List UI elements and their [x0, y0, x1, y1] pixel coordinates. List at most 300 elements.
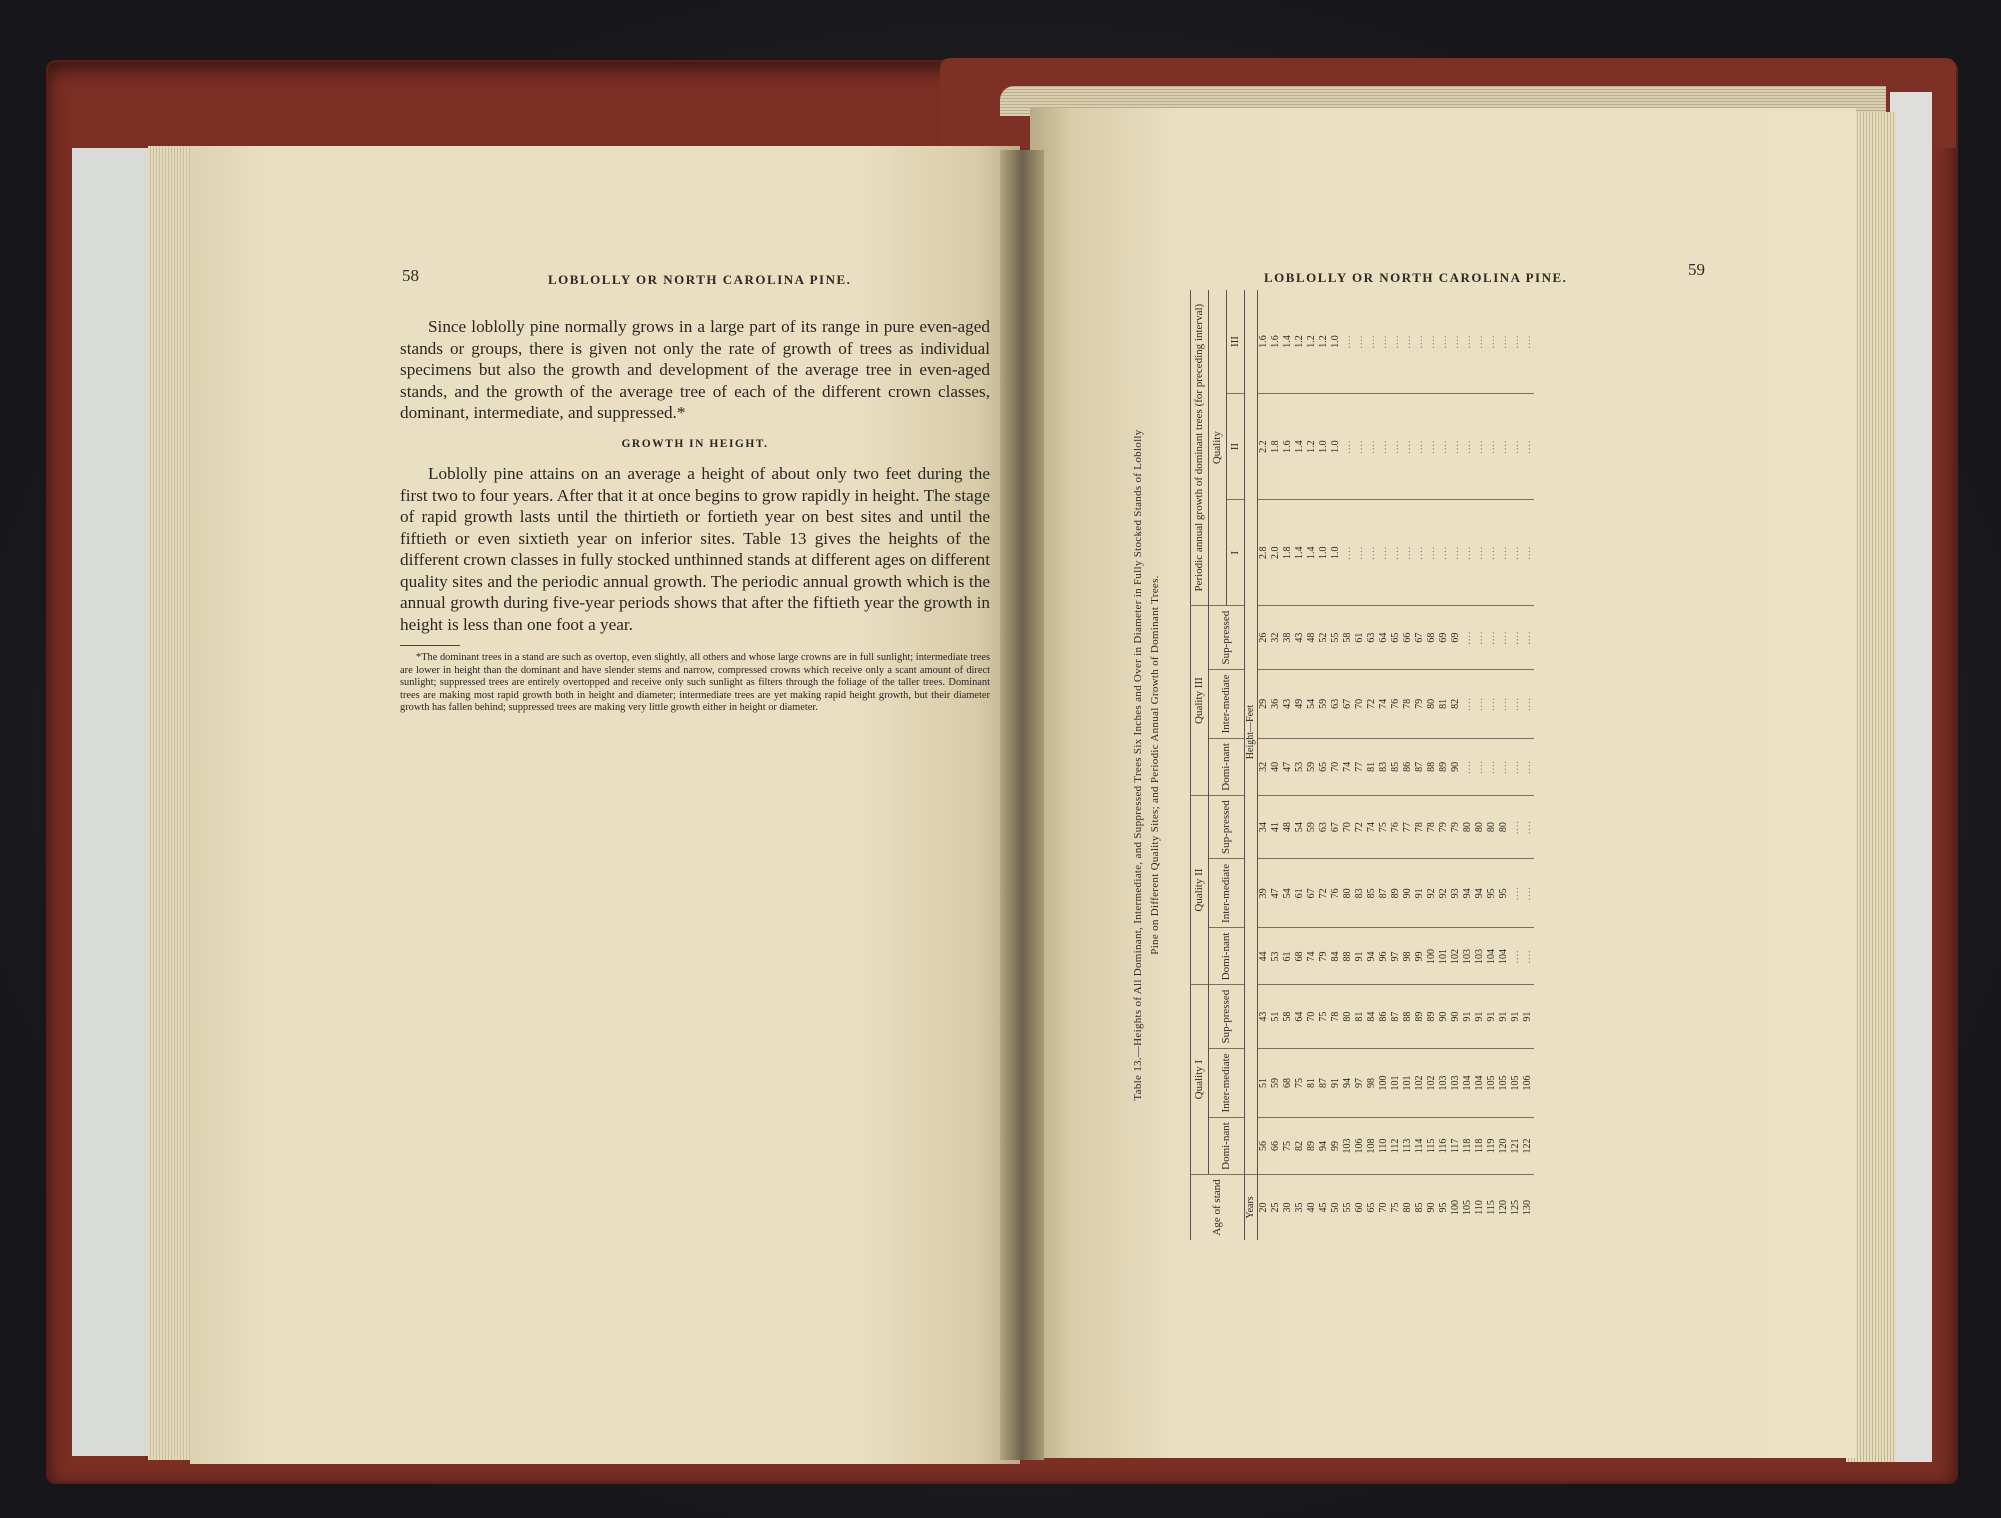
- cell-q3-sup: 38: [1282, 606, 1294, 669]
- cell-age: 90: [1426, 1174, 1438, 1240]
- cell-q3-int: ....: [1474, 669, 1486, 738]
- cell-pg-III: ....: [1342, 334, 1353, 349]
- table-row: [1306, 290, 1318, 1240]
- cell-q1-int: 81: [1306, 1048, 1318, 1117]
- cell-q3-dom: 32: [1258, 738, 1271, 795]
- cell-pg-I: ....: [1390, 500, 1402, 606]
- cell-pg-I: ....: [1378, 500, 1390, 606]
- cell-pg-III: 1.2: [1306, 335, 1317, 348]
- cell-q3-int: 29: [1258, 669, 1271, 738]
- cell-q2-int: 89: [1390, 859, 1402, 928]
- cell-pg-II: ....: [1366, 394, 1378, 500]
- cell-q1-dom: 118: [1462, 1118, 1474, 1175]
- cell-q3-dom: 47: [1282, 738, 1294, 795]
- cell-pg-I: 1.0: [1318, 500, 1330, 606]
- table-row: [1390, 290, 1402, 1240]
- cell-q3-sup: 26: [1258, 606, 1271, 669]
- cell-q2-sup: 78: [1426, 795, 1438, 858]
- cell-q2-dom: 74: [1306, 928, 1318, 985]
- cell-q1-sup: 84: [1366, 985, 1378, 1048]
- table-body: [1258, 290, 1535, 1240]
- table-caption-line-2: Pine on Different Quality Sites; and Periodic Annual Growth of Dominant Trees.: [1149, 575, 1161, 955]
- cell-q1-int: 105: [1498, 1048, 1510, 1117]
- cell-q1-dom: 110: [1378, 1118, 1390, 1175]
- cell-pg-III: ....: [1462, 334, 1473, 349]
- cell-q2-int: 91: [1414, 859, 1426, 928]
- header-quality-1: Quality I: [1191, 985, 1209, 1175]
- cell-q3-dom: 90: [1450, 738, 1462, 795]
- cell-q3-sup: 58: [1342, 606, 1354, 669]
- cell-q2-int: 54: [1282, 859, 1294, 928]
- cell-q3-int: 78: [1402, 669, 1414, 738]
- cell-q1-sup: 78: [1330, 985, 1342, 1048]
- cell-q1-sup: 51: [1270, 985, 1282, 1048]
- table-row: [1282, 290, 1294, 1240]
- table-row: [1378, 290, 1390, 1240]
- cell-q2-dom: 79: [1318, 928, 1330, 985]
- cell-q1-sup: 89: [1414, 985, 1426, 1048]
- cell-q1-dom: 117: [1450, 1118, 1462, 1175]
- left-page-edges: [148, 146, 196, 1460]
- cell-q3-dom: ....: [1462, 738, 1474, 795]
- height-table: [1190, 290, 1534, 1240]
- cell-pg-I: 2.8: [1258, 500, 1271, 606]
- cell-q3-sup: 61: [1354, 606, 1366, 669]
- cell-pg-II: ....: [1510, 394, 1522, 500]
- cell-age: 95: [1438, 1174, 1450, 1240]
- cell-q2-dom: 88: [1342, 928, 1354, 985]
- cell-pg-I: 1.4: [1306, 500, 1318, 606]
- cell-q1-int: 97: [1354, 1048, 1366, 1117]
- cell-q1-dom: 108: [1366, 1118, 1378, 1175]
- cell-q2-int: 87: [1378, 859, 1390, 928]
- header-growth-I: I: [1227, 500, 1245, 606]
- cell-q2-int: 72: [1318, 859, 1330, 928]
- cell-pg-III: ....: [1390, 334, 1401, 349]
- cell-pg-II: ....: [1438, 394, 1450, 500]
- table-row: [1318, 290, 1330, 1240]
- cell-q1-int: 101: [1402, 1048, 1414, 1117]
- cell-pg-I: ....: [1438, 500, 1450, 606]
- table-row: [1510, 290, 1522, 1240]
- cell-q1-dom: 103: [1342, 1118, 1354, 1175]
- cell-q2-sup: 48: [1282, 795, 1294, 858]
- table-row: [1270, 290, 1282, 1240]
- cell-q3-dom: 53: [1294, 738, 1306, 795]
- header-q2-intermediate: Inter-mediate: [1209, 859, 1245, 928]
- cell-pg-III: ....: [1366, 334, 1377, 349]
- book-gutter: [1000, 150, 1044, 1460]
- cell-q1-dom: 114: [1414, 1118, 1426, 1175]
- cell-q1-dom: 94: [1318, 1118, 1330, 1175]
- cell-q3-dom: ....: [1498, 738, 1510, 795]
- table-caption-line-1: Table 13.—Heights of All Dominant, Intermediate, and Suppressed Trees Six Inches and Over in Diameter in Fully Stocked Stands of Loblolly: [1132, 429, 1144, 1101]
- cell-q2-dom: 100: [1426, 928, 1438, 985]
- cell-q2-sup: 34: [1258, 795, 1271, 858]
- cell-pg-II: ....: [1402, 394, 1414, 500]
- cell-q3-dom: 74: [1342, 738, 1354, 795]
- cell-q1-sup: 43: [1258, 985, 1271, 1048]
- cell-q2-dom: 104: [1498, 928, 1510, 985]
- cell-q3-sup: 63: [1366, 606, 1378, 669]
- cell-q3-int: 74: [1378, 669, 1390, 738]
- cell-pg-I: ....: [1354, 500, 1366, 606]
- rotated-table-block: [1130, 290, 1720, 1240]
- cell-q3-dom: ....: [1522, 738, 1534, 795]
- cell-q2-dom: 44: [1258, 928, 1271, 985]
- cell-q3-sup: 66: [1402, 606, 1414, 669]
- cell-q1-sup: 86: [1378, 985, 1390, 1048]
- cell-q3-int: 70: [1354, 669, 1366, 738]
- footnote: [400, 652, 990, 715]
- cell-age: 130: [1522, 1174, 1534, 1240]
- cell-q3-sup: ....: [1510, 606, 1522, 669]
- cell-q2-sup: ....: [1510, 795, 1522, 858]
- table-row: [1258, 290, 1271, 1240]
- cell-q2-int: 67: [1306, 859, 1318, 928]
- left-page-body: [400, 316, 990, 715]
- cell-q1-sup: 75: [1318, 985, 1330, 1048]
- cell-q3-int: 49: [1294, 669, 1306, 738]
- header-q3-dominant: Domi-nant: [1209, 738, 1245, 795]
- cell-q3-sup: 67: [1414, 606, 1426, 669]
- header-q1-dominant: Domi-nant: [1209, 1118, 1245, 1175]
- cell-pg-III: ....: [1474, 334, 1485, 349]
- cell-pg-I: ....: [1426, 500, 1438, 606]
- cell-q1-dom: 115: [1426, 1118, 1438, 1175]
- cell-q2-dom: 103: [1462, 928, 1474, 985]
- cell-q3-int: ....: [1486, 669, 1498, 738]
- cell-q3-int: 43: [1282, 669, 1294, 738]
- cell-q3-dom: 86: [1402, 738, 1414, 795]
- cell-pg-I: 1.4: [1294, 500, 1306, 606]
- cell-q1-dom: 89: [1306, 1118, 1318, 1175]
- cell-q2-int: 83: [1354, 859, 1366, 928]
- cell-q2-dom: 94: [1366, 928, 1378, 985]
- cell-age: 85: [1414, 1174, 1426, 1240]
- cell-pg-III: ....: [1378, 334, 1389, 349]
- table-caption: [1130, 290, 1180, 1240]
- cell-q1-dom: 56: [1258, 1118, 1271, 1175]
- cell-pg-II: ....: [1426, 394, 1438, 500]
- cell-q3-sup: ....: [1498, 606, 1510, 669]
- cell-pg-II: ....: [1354, 394, 1366, 500]
- cell-q2-sup: 80: [1486, 795, 1498, 858]
- cell-pg-II: ....: [1498, 394, 1510, 500]
- cell-q2-int: 92: [1426, 859, 1438, 928]
- cell-pg-I: 1.0: [1330, 500, 1342, 606]
- cell-q1-dom: 120: [1498, 1118, 1510, 1175]
- cell-q3-dom: 88: [1426, 738, 1438, 795]
- cell-q2-sup: 80: [1462, 795, 1474, 858]
- table-row: [1486, 290, 1498, 1240]
- cell-q3-int: 80: [1426, 669, 1438, 738]
- header-q1-intermediate: Inter-mediate: [1209, 1048, 1245, 1117]
- cell-q3-int: 36: [1270, 669, 1282, 738]
- cell-pg-II: 1.4: [1294, 394, 1306, 500]
- cell-q3-sup: 68: [1426, 606, 1438, 669]
- header-q2-dominant: Domi-nant: [1209, 928, 1245, 985]
- cell-q2-sup: 77: [1402, 795, 1414, 858]
- cell-pg-III: 1.4: [1282, 335, 1293, 348]
- cell-q2-dom: 61: [1282, 928, 1294, 985]
- cell-q3-dom: 59: [1306, 738, 1318, 795]
- cell-q1-sup: 90: [1450, 985, 1462, 1048]
- cell-q2-dom: 103: [1474, 928, 1486, 985]
- cell-age: 65: [1366, 1174, 1378, 1240]
- cell-pg-III: ....: [1354, 334, 1365, 349]
- table-row: [1402, 290, 1414, 1240]
- cell-pg-II: 1.6: [1282, 394, 1294, 500]
- cell-q2-dom: ....: [1510, 928, 1522, 985]
- cell-q2-sup: 78: [1414, 795, 1426, 858]
- cell-q1-sup: 91: [1498, 985, 1510, 1048]
- header-quality-3: Quality III: [1191, 606, 1209, 796]
- cell-q2-sup: 59: [1306, 795, 1318, 858]
- cell-q2-sup: 74: [1366, 795, 1378, 858]
- cell-q2-dom: 91: [1354, 928, 1366, 985]
- cell-pg-III: 1.2: [1318, 335, 1329, 348]
- cell-pg-II: ....: [1390, 394, 1402, 500]
- cell-q1-int: 100: [1378, 1048, 1390, 1117]
- cell-q1-dom: 118: [1474, 1118, 1486, 1175]
- cell-pg-I: ....: [1366, 500, 1378, 606]
- cell-age: 100: [1450, 1174, 1462, 1240]
- table-row: [1330, 290, 1342, 1240]
- cell-q3-sup: 65: [1390, 606, 1402, 669]
- cell-q1-dom: 112: [1390, 1118, 1402, 1175]
- cell-q3-int: 76: [1390, 669, 1402, 738]
- table-row: [1426, 290, 1438, 1240]
- cell-q3-sup: 64: [1378, 606, 1390, 669]
- cell-pg-II: 1.0: [1318, 394, 1330, 500]
- cell-pg-III: 1.6: [1270, 335, 1281, 348]
- cell-q1-int: 103: [1450, 1048, 1462, 1117]
- cell-pg-II: ....: [1486, 394, 1498, 500]
- cell-q3-dom: ....: [1486, 738, 1498, 795]
- cell-q3-sup: 69: [1450, 606, 1462, 669]
- cell-q1-sup: 91: [1486, 985, 1498, 1048]
- cell-pg-II: ....: [1342, 394, 1354, 500]
- cell-q3-dom: 70: [1330, 738, 1342, 795]
- table-row: [1438, 290, 1450, 1240]
- cell-age: 40: [1306, 1174, 1318, 1240]
- cell-q3-dom: 40: [1270, 738, 1282, 795]
- cell-pg-I: ....: [1498, 500, 1510, 606]
- cell-q3-int: 82: [1450, 669, 1462, 738]
- cell-pg-III: ....: [1450, 334, 1461, 349]
- cell-pg-III: ....: [1498, 334, 1509, 349]
- cell-q2-sup: 76: [1390, 795, 1402, 858]
- cell-q3-int: 79: [1414, 669, 1426, 738]
- cell-q3-int: 59: [1318, 669, 1330, 738]
- cell-age: 105: [1462, 1174, 1474, 1240]
- cell-q1-dom: 119: [1486, 1118, 1498, 1175]
- cell-pg-II: ....: [1378, 394, 1390, 500]
- cell-q1-sup: 70: [1306, 985, 1318, 1048]
- cell-q2-dom: 97: [1390, 928, 1402, 985]
- cell-q3-int: ....: [1462, 669, 1474, 738]
- header-quality: Quality: [1209, 290, 1227, 606]
- cell-q3-int: ....: [1510, 669, 1522, 738]
- table-row: [1450, 290, 1462, 1240]
- cell-q2-int: 93: [1450, 859, 1462, 928]
- header-q1-suppressed: Sup-pressed: [1209, 985, 1245, 1048]
- table-row: [1522, 290, 1534, 1240]
- cell-q1-int: 94: [1342, 1048, 1354, 1117]
- cell-q1-int: 105: [1510, 1048, 1522, 1117]
- cell-q1-int: 104: [1474, 1048, 1486, 1117]
- cell-pg-I: ....: [1522, 500, 1534, 606]
- cell-q2-int: 94: [1474, 859, 1486, 928]
- cell-q1-int: 102: [1414, 1048, 1426, 1117]
- cell-q2-int: 90: [1402, 859, 1414, 928]
- cell-q3-int: 81: [1438, 669, 1450, 738]
- cell-q1-dom: 113: [1402, 1118, 1414, 1175]
- cell-q1-dom: 121: [1510, 1118, 1522, 1175]
- cell-q2-int: 47: [1270, 859, 1282, 928]
- cell-pg-II: 1.0: [1330, 394, 1342, 500]
- cell-q1-int: 104: [1462, 1048, 1474, 1117]
- cell-q2-dom: ....: [1522, 928, 1534, 985]
- cell-pg-III: ....: [1510, 334, 1521, 349]
- cell-q1-sup: 88: [1402, 985, 1414, 1048]
- cell-pg-I: ....: [1402, 500, 1414, 606]
- cell-age: 70: [1378, 1174, 1390, 1240]
- cell-q3-sup: ....: [1462, 606, 1474, 669]
- cell-q1-dom: 75: [1282, 1118, 1294, 1175]
- cell-q3-dom: 65: [1318, 738, 1330, 795]
- cell-pg-I: 2.0: [1270, 500, 1282, 606]
- cell-q2-int: 61: [1294, 859, 1306, 928]
- cell-q3-sup: ....: [1486, 606, 1498, 669]
- cell-q2-int: ....: [1522, 859, 1534, 928]
- table-row: [1474, 290, 1486, 1240]
- cell-pg-II: ....: [1522, 394, 1534, 500]
- header-periodic-growth: Periodic annual growth of dominant trees (for preceding interval): [1191, 290, 1209, 606]
- cell-q3-int: 72: [1366, 669, 1378, 738]
- cell-q3-sup: 52: [1318, 606, 1330, 669]
- table-row: [1414, 290, 1426, 1240]
- footnote-text: *The dominant trees in a stand are such as overtop, even slightly, all others and whose large crowns are in full sunlight; intermediate trees are lower in height than the dominant and have slender stems and narrow, compressed crowns which receive only a scant amount of direct sunlight; suppressed trees are entirely overtopped and receive only such sunlight as filters through the foliage of the taller trees. Dominant trees are making most rapid growth both in height and diameter; intermediate trees are yet making rapid height growth, but their diameter growth has fallen behind; suppressed trees are making very little growth either in height or diameter.: [400, 652, 990, 713]
- cell-q1-int: 51: [1258, 1048, 1271, 1117]
- cell-q1-int: 106: [1522, 1048, 1534, 1117]
- cell-pg-III: ....: [1438, 334, 1449, 349]
- cell-q3-int: ....: [1498, 669, 1510, 738]
- cell-q3-int: 63: [1330, 669, 1342, 738]
- cell-q2-sup: 80: [1474, 795, 1486, 858]
- cell-q2-sup: 79: [1438, 795, 1450, 858]
- cell-q3-sup: 55: [1330, 606, 1342, 669]
- cell-q1-int: 75: [1294, 1048, 1306, 1117]
- cell-q3-sup: 48: [1306, 606, 1318, 669]
- cell-pg-II: ....: [1450, 394, 1462, 500]
- running-head-right: LOBLOLLY OR NORTH CAROLINA PINE.: [1264, 270, 1568, 285]
- cell-age: 75: [1390, 1174, 1402, 1240]
- footnote-rule: [400, 645, 460, 646]
- cell-q2-sup: 41: [1270, 795, 1282, 858]
- unit-years: Years: [1245, 1174, 1258, 1240]
- cell-q3-sup: ....: [1522, 606, 1534, 669]
- page-number-left: 58: [402, 266, 419, 285]
- cell-q1-int: 101: [1390, 1048, 1402, 1117]
- cell-q2-sup: 54: [1294, 795, 1306, 858]
- cell-q3-sup: 69: [1438, 606, 1450, 669]
- cell-q2-sup: 72: [1354, 795, 1366, 858]
- header-growth-II: II: [1227, 394, 1245, 500]
- cell-q3-sup: ....: [1474, 606, 1486, 669]
- cell-q2-sup: 70: [1342, 795, 1354, 858]
- cell-q1-int: 103: [1438, 1048, 1450, 1117]
- cell-q1-int: 102: [1426, 1048, 1438, 1117]
- cell-q2-int: 95: [1498, 859, 1510, 928]
- cell-q2-sup: 79: [1450, 795, 1462, 858]
- cell-q1-sup: 91: [1474, 985, 1486, 1048]
- header-age: Age of stand: [1191, 1174, 1245, 1240]
- cell-pg-I: ....: [1462, 500, 1474, 606]
- cell-age: 60: [1354, 1174, 1366, 1240]
- cell-pg-III: ....: [1426, 334, 1437, 349]
- cell-q3-sup: 43: [1294, 606, 1306, 669]
- table-row: [1342, 290, 1354, 1240]
- header-growth-III: III: [1227, 290, 1245, 394]
- cell-q3-dom: 77: [1354, 738, 1366, 795]
- cell-age: 80: [1402, 1174, 1414, 1240]
- cell-q2-dom: 101: [1438, 928, 1450, 985]
- cell-q3-dom: ....: [1510, 738, 1522, 795]
- cell-q1-int: 105: [1486, 1048, 1498, 1117]
- table-row: [1294, 290, 1306, 1240]
- cell-pg-II: ....: [1474, 394, 1486, 500]
- cell-pg-I: ....: [1414, 500, 1426, 606]
- cell-pg-III: 1.6: [1258, 335, 1269, 348]
- cell-pg-II: ....: [1462, 394, 1474, 500]
- cell-q1-dom: 99: [1330, 1118, 1342, 1175]
- cell-q2-int: 39: [1258, 859, 1271, 928]
- cell-q2-int: 95: [1486, 859, 1498, 928]
- cell-q3-int: ....: [1522, 669, 1534, 738]
- cell-pg-I: ....: [1342, 500, 1354, 606]
- section-heading: GROWTH IN HEIGHT.: [621, 437, 769, 450]
- cell-age: 110: [1474, 1174, 1486, 1240]
- cell-pg-II: 2.2: [1258, 394, 1271, 500]
- cell-age: 25: [1270, 1174, 1282, 1240]
- cell-q2-sup: 75: [1378, 795, 1390, 858]
- cell-age: 115: [1486, 1174, 1498, 1240]
- cell-q2-dom: 68: [1294, 928, 1306, 985]
- cell-q1-int: 91: [1330, 1048, 1342, 1117]
- cell-q1-sup: 58: [1282, 985, 1294, 1048]
- header-q3-intermediate: Inter-mediate: [1209, 669, 1245, 738]
- cell-pg-I: ....: [1474, 500, 1486, 606]
- cell-q1-int: 87: [1318, 1048, 1330, 1117]
- running-head-left: LOBLOLLY OR NORTH CAROLINA PINE.: [548, 272, 852, 287]
- table-row: [1498, 290, 1510, 1240]
- header-q2-suppressed: Sup-pressed: [1209, 795, 1245, 858]
- cell-q1-sup: 64: [1294, 985, 1306, 1048]
- cell-q2-sup: 67: [1330, 795, 1342, 858]
- table-row: [1354, 290, 1366, 1240]
- table-row: [1366, 290, 1378, 1240]
- cell-q1-sup: 91: [1522, 985, 1534, 1048]
- cell-q3-dom: 85: [1390, 738, 1402, 795]
- cell-q3-sup: 32: [1270, 606, 1282, 669]
- cell-pg-III: ....: [1486, 334, 1497, 349]
- cell-pg-III: 1.0: [1330, 335, 1341, 348]
- cell-age: 55: [1342, 1174, 1354, 1240]
- cell-q2-sup: ....: [1522, 795, 1534, 858]
- cell-q2-dom: 96: [1378, 928, 1390, 985]
